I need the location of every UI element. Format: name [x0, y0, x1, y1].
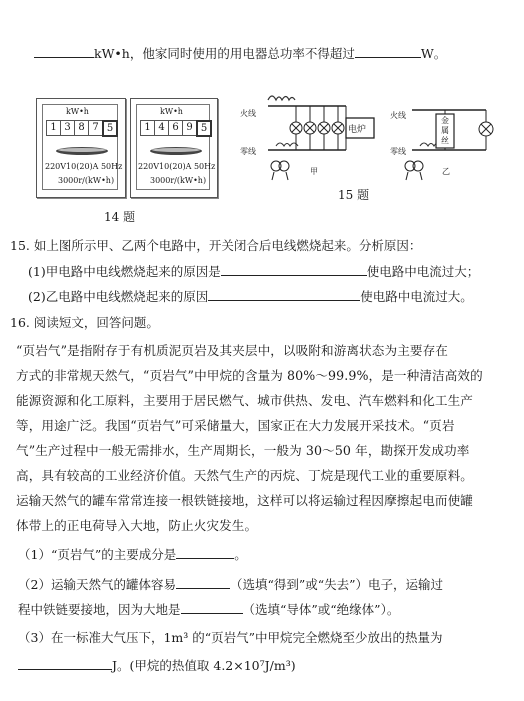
answer-blank-q16-1[interactable] [176, 546, 234, 559]
passage-line: 体带上的正电荷导入大地，防止火灾发生。 [16, 518, 258, 533]
answer-blank-q16-3[interactable] [18, 657, 112, 670]
metal-wire-label: 金属丝 [441, 116, 449, 145]
caption-q15: 15 题 [338, 188, 370, 202]
answer-blank-q15-1[interactable] [221, 263, 367, 276]
passage-line: 等，用途广泛。我国“页岩气”可采储量大，国家正在大力发展开采技术。“页岩 [16, 418, 455, 433]
answer-blank-q16-2a[interactable] [176, 576, 230, 589]
meter-spec: 220V10(20)A 50Hz [45, 162, 123, 171]
electric-meter-2 [130, 98, 216, 196]
passage-line: 气”生产过程中一般无需排水，生产周期长，一般为 30～50 年，勘探开发成功率 [16, 443, 470, 458]
live-wire-label: 火线 [240, 109, 256, 118]
circuit-yi-diagram [390, 88, 502, 188]
live-wire-label: 火线 [390, 111, 406, 120]
meter-rev: 3000r/(kW•h) [58, 176, 115, 185]
q16-sub-3-cont: J。(甲烷的热值取 4.2×10⁷J/m³) [18, 656, 296, 674]
circuit-jia-diagram [238, 88, 378, 188]
meter-unit: kW•h [160, 107, 183, 116]
passage-line: 方式的非常规天然气，“页岩气”中甲烷的含量为 80%～99.9%，是一种清洁高效的 [16, 368, 483, 383]
passage-line: 运输天然气的罐车常常连接一根铁链接地，这样可以将运输过程因摩擦起电而使罐 [16, 493, 473, 508]
q16-sub-3: （3）在一标准大气压下，1m³ 的“页岩气”中甲烷完全燃烧至少放出的热量为 [18, 630, 443, 645]
circuit-jia-wiring [238, 88, 378, 188]
q16-sub-1: （1）“页岩气”的主要成分是 。 [18, 547, 247, 562]
q15-item-1: (1)甲电路中电线燃烧起来的原因是 使电路中电流过大； [28, 264, 480, 279]
meter-unit: kW•h [66, 107, 89, 116]
answer-blank-q15-2[interactable] [208, 288, 360, 301]
meter-spec: 220V10(20)A 50Hz [138, 162, 216, 171]
q15-stem: 15. 如上图所示甲、乙两个电路中，开关闭合后电线燃烧起来。分析原因： [10, 238, 422, 253]
meter-disc-icon [54, 144, 110, 158]
passage-line: “页岩气”是指附存于有机质泥页岩及其夹层中，以吸附和游离状态为主要存在 [16, 343, 448, 358]
passage-line: 能源资源和化工原料，主要用于居民燃气、城市供热、发电、汽车燃料和化工生产 [16, 393, 473, 408]
meter-rev: 3000r/(kW•h) [150, 176, 207, 185]
neutral-wire-label: 零线 [390, 147, 406, 156]
q16-sub-2: （2）运输天然气的罐体容易 （选填“得到”或“失去”）电子，运输过 [18, 577, 444, 592]
passage-line: 高，具有较高的工业经济价值。天然气生产的丙烷、丁烷是现代工业的重要原料。 [16, 468, 473, 483]
caption-q14: 14 题 [104, 210, 136, 224]
circuit-jia-label: 甲 [310, 167, 318, 176]
meter-digits: 1 4 6 9 5 [140, 120, 211, 137]
q15-item-2: (2)乙电路中电线燃烧起来的原因 使电路中电流过大。 [28, 289, 473, 304]
answer-blank-power[interactable] [355, 45, 421, 58]
answer-blank-q16-2b[interactable] [181, 601, 243, 614]
q16-sub-2-cont: 程中铁链要接地，因为大地是 （选填“导体”或“绝缘体”）。 [18, 602, 400, 617]
furnace-label: 电炉 [348, 125, 367, 135]
meter-digits: 1 3 8 7 5 [46, 120, 117, 137]
q14-continuation: kW•h，他家同时使用的用电器总功率不得超过 W。 [34, 44, 446, 62]
electric-meter-1 [36, 98, 124, 196]
q16-stem: 16. 阅读短文，回答问题。 [10, 315, 159, 330]
neutral-wire-label: 零线 [240, 147, 256, 156]
circuit-yi-label: 乙 [442, 167, 450, 176]
answer-blank-energy[interactable] [34, 45, 94, 58]
meter-disc-icon [148, 144, 204, 158]
